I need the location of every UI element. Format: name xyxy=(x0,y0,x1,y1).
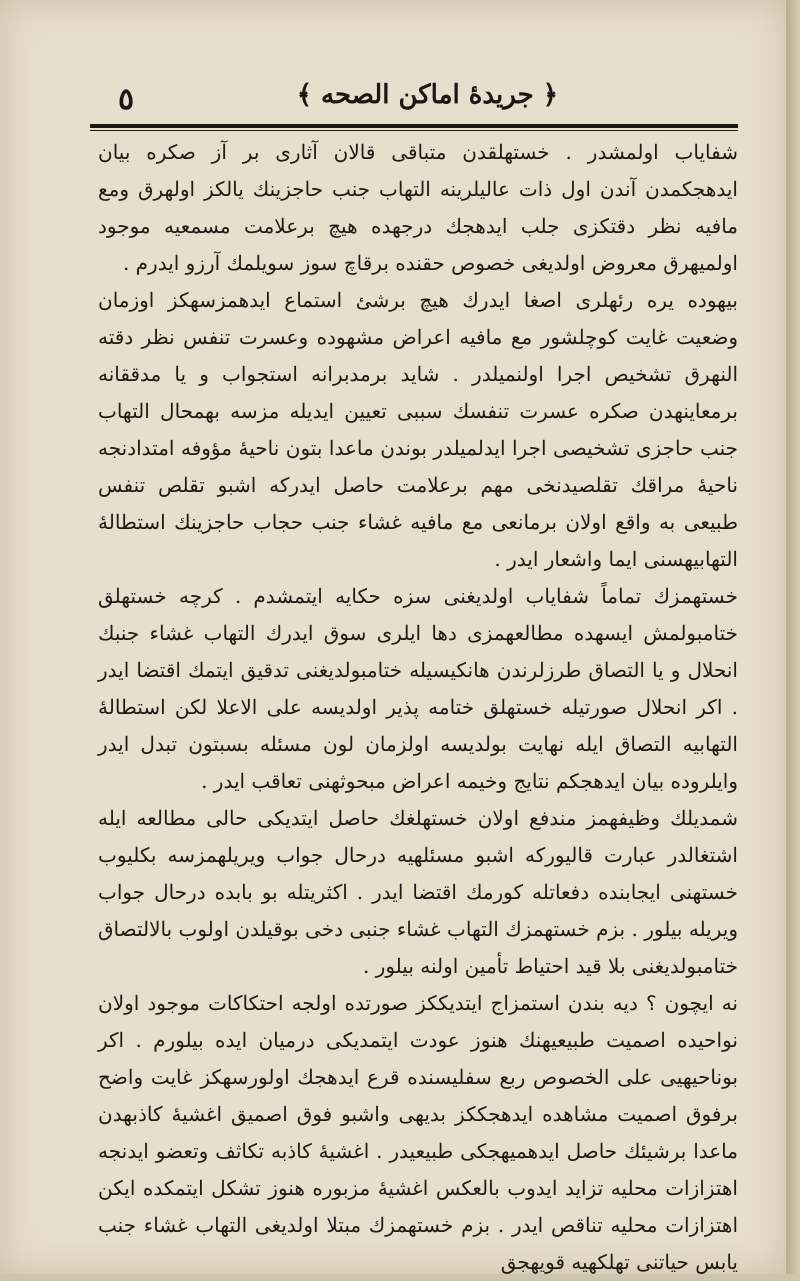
journal-title: ﴿ جريدهٔ اماكن الصحه ﴾ xyxy=(296,80,558,110)
running-header xyxy=(100,78,728,118)
header-rule-thin xyxy=(90,130,738,131)
paragraph: نه ايچون ؟ ديه بندن استمزاج ايتديككز صورتده اولجه احتكاكات موجود اولان نواحيده اصميت طبيعيهنك هنوز عودت ايتمديكى درميان ايده بيلورم . اكر بوناحيهيى على الخصوص ربع سفليسنده قرع ايدهجك اولورسهكز غايت واضح برفوق اصميت مشاهده ايدهجككز بديهى واشبو فوق اصميق اغشيهٔ كاذبهدن ماعدا برشيئك حاصل ايدهميهجكى طبيعيدر . اغشيهٔ كاذبه تكاثف وتعضو ايدنجه اهتزازات محليه تزايد ايدوب بالعكس اغشيهٔ مزبوره هنوز تشكل ايتمكده ايكن اهتزازات محليه تناقص ايدر . بزم خستهمزك مبتلا اولديغى التهاب غشاء جنب يابس حياتنى تهلكهيه قويهجق xyxy=(98,991,738,1274)
body-text xyxy=(98,134,738,1281)
paragraph: خستهمزك تماماً شفاياب اولديغنى سزه حكايه ايتمشدم . كرچه خستهلق ختامبولمش ايسهده مطالعهمزى دها ايلرى سوق ايدرك التهاب غشاء جنبك انحلال و يا التصاق طرزلرندن هانكيسيله ختامبولديغنى تدقيق ايتمك اقتضا ايدر . اكر انحلال صورتيله خستهلق ختامه پذير اولديسه على الاعلا لكن استطالهٔ التهابيه التصاق ايله نهايت بولديسه اولزمان لون مسئله بسبتون تبدل ايدر وايلروده بيان ايدهجكم نتايج وخيمه اعراض مبحوثهنى تعاقب ايدر . xyxy=(98,584,738,793)
page-edge xyxy=(786,0,800,1274)
page-number: ٥ xyxy=(118,82,135,117)
paragraph: بيهوده يره رئهلرى اصغا ايدرك هيچ برشئ استماع ايدهمزسهكز اوزمان وضعيت غايت كوچلشور مع مافيه اعراض مشهوده وعسرت تنفس نظر دقته النهرق تشخيص اجرا اولنميلدر . شايد برمدبرانه استجواب و يا مدققانه برمعاينهدن صكره عسرت تنفسك سببى تعيين ايديله مزسه بهمحال التهاب جنب حاجزى تشخيصى اجرا ايدلميلدر بوندن ماعدا بتون ناحيهٔ مؤوفه امتدادنجه ناحيهٔ مراقك تقلصيدنخى مهم برعلامت حاصل ايدركه اشبو تقلص تنفس طبيعى به واقع اولان برمانعى مع مافيه غشاء جنب حجاب حاجزينك استطالهٔ التهابيهسنى ايما واشعار ايدر . xyxy=(98,288,738,571)
paragraph: شمدیلك وظيفهمز مندفع اولان خستهلغك حاصل ايتديكى حالى مطالعه ايله اشتغالدر عبارت قاليوركه اشبو مسئلهيه درحال جواب ويريلهمزسه بكليوب خستهنى ايجابنده دفعاتله كورمك اقتضا ايدر . اكثريتله بو بابده درحال جواب ويريله بيلور . بزم خستهمزك التهاب غشاء جنبى دخى بوقيلدن اولوب بالالتصاق ختامبولديغنى بلا قيد احتياط تأمين اولنه بيلور . xyxy=(98,806,738,978)
header-rule-thick xyxy=(90,124,738,128)
paragraph: شفاياب اولمشدر . خستهلقدن متباقى قالان آثارى بر آز صكره بيان ايدهجكمدن آندن اول ذات عاليلرينه التهاب جنب حاجزينك يالكز اولهرق ومع مافيه نظر دقتكزى جلب ايدهجك درجهده هيچ برعلامت مسمعيه موجود اولميهرق معروض اولديغى خصوص حقنده برقاچ سوز سويلمك آرزو ايدرم . xyxy=(98,140,738,275)
